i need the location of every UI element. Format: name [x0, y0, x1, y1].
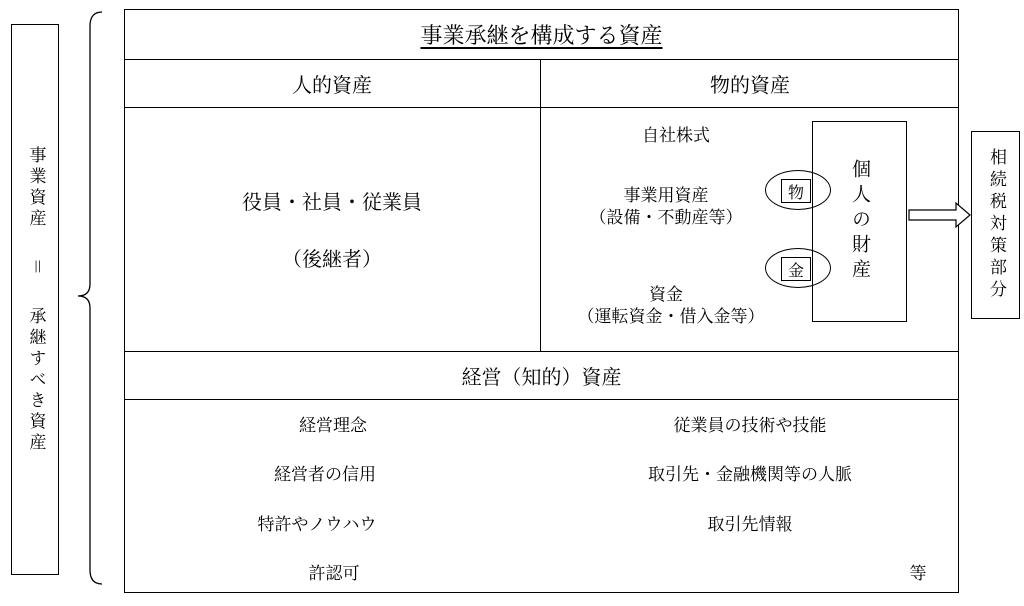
diagram-title: 事業承継を構成する資産	[420, 23, 663, 49]
mgmt-item-credibility: 経営者の信用	[274, 464, 376, 485]
goods-bubble-label: 物	[781, 179, 811, 203]
physical-item-funds: 資金	[649, 284, 683, 305]
assets-to-inherit-label: 承継すべき資産	[25, 306, 46, 454]
left-label-box	[11, 24, 59, 575]
physical-item-business-assets-note: （設備・不動産等）	[589, 207, 743, 228]
inheritance-tax-box	[971, 131, 1020, 319]
curly-brace	[60, 8, 110, 588]
mgmt-item-client-info: 取引先情報	[707, 514, 793, 535]
divider-header	[124, 107, 959, 108]
mgmt-item-employee-skills: 従業員の技術や技能	[673, 415, 827, 436]
physical-assets-header: 物的資産	[710, 73, 790, 97]
divider-vertical	[540, 59, 541, 351]
business-assets-label: 事業資産	[25, 145, 46, 230]
arrow-right-icon	[908, 200, 972, 230]
human-assets-sub: （後継者）	[282, 246, 382, 271]
inheritance-tax-label: 相続税対策部分	[986, 148, 1006, 302]
mgmt-item-licenses: 許認可	[308, 563, 360, 584]
divider-management-header	[124, 399, 959, 400]
title-row	[124, 9, 959, 59]
human-assets-main: 役員・社員・従業員	[242, 189, 422, 214]
physical-item-funds-note: （運転資金・借入金等）	[577, 306, 765, 327]
mgmt-item-patents: 特許やノウハウ	[257, 514, 377, 535]
physical-item-stock: 自社株式	[642, 125, 710, 146]
money-bubble-label: 金	[781, 257, 811, 281]
equals-sign: ＝	[25, 257, 46, 279]
mgmt-item-etc: 等	[909, 563, 927, 584]
personal-property-box	[812, 121, 907, 322]
mgmt-item-philosophy: 経営理念	[299, 415, 367, 436]
physical-item-business-assets: 事業用資産	[623, 185, 709, 206]
human-assets-header: 人的資産	[292, 73, 372, 97]
management-assets-header: 経営（知的）資産	[461, 365, 622, 389]
mgmt-item-network: 取引先・金融機関等の人脈	[648, 464, 852, 485]
personal-property-label: 個人の財産	[849, 159, 871, 284]
